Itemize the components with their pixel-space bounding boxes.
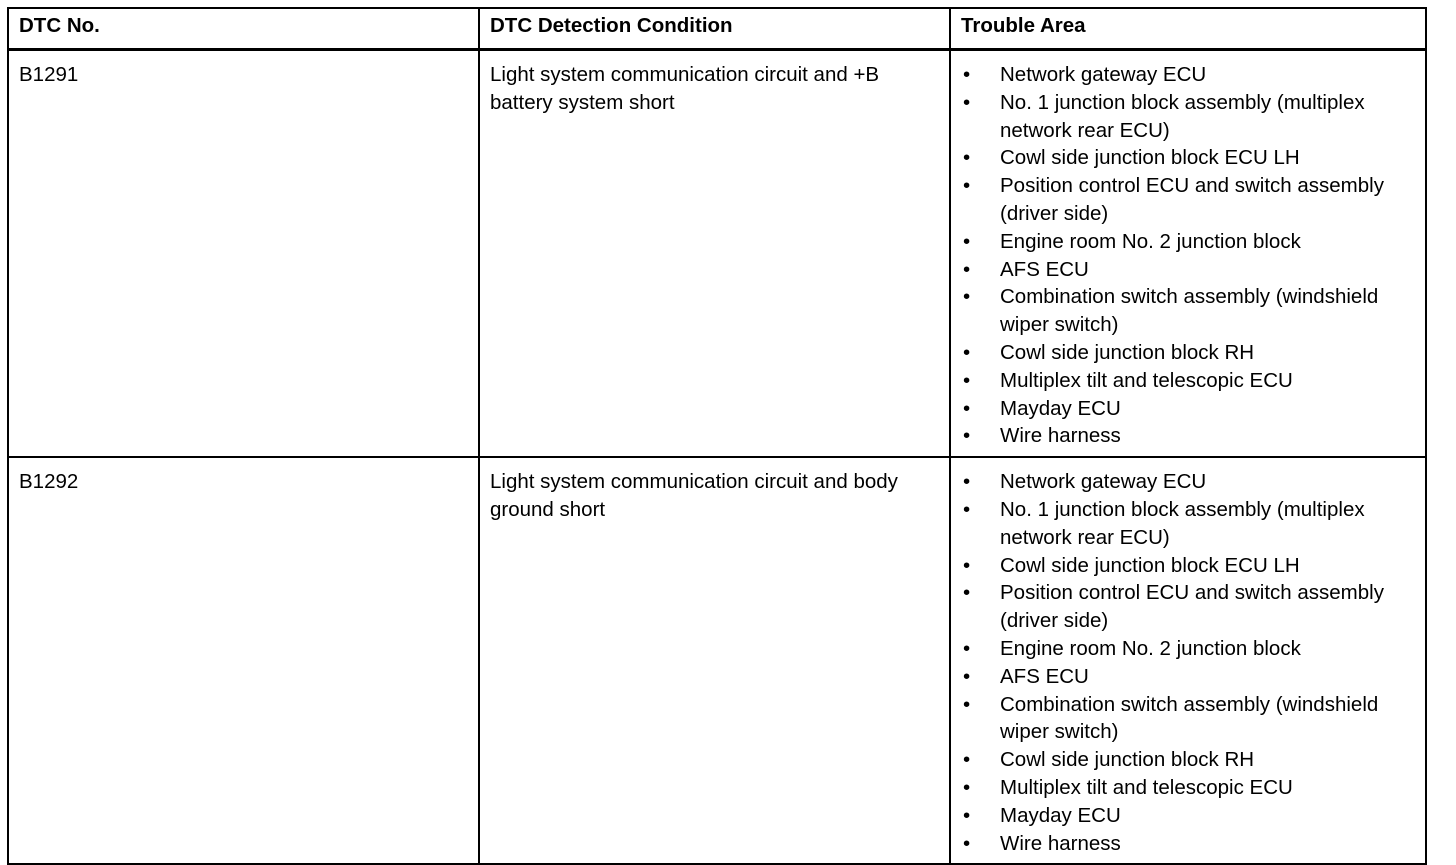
- list-item: [961, 746, 1415, 774]
- trouble-area-item: Combination switch assembly (windshield wiper switch): [1000, 692, 1379, 744]
- list-item: [961, 579, 1415, 635]
- list-item: [961, 89, 1415, 145]
- bullet-icon: •: [963, 257, 971, 281]
- detection-condition: Light system communication circuit and +B battery system short: [479, 50, 950, 458]
- list-item: [961, 339, 1415, 367]
- trouble-area-cell: [950, 457, 1426, 864]
- header-row: [8, 8, 1426, 50]
- dtc-code: B1292: [8, 457, 479, 864]
- table-row: [8, 457, 1426, 864]
- list-item: [961, 663, 1415, 691]
- dtc-table: [7, 7, 1427, 865]
- trouble-area-list: [961, 61, 1415, 450]
- trouble-area-item: Multiplex tilt and telescopic ECU: [1000, 775, 1293, 799]
- list-item: [961, 367, 1415, 395]
- list-item: [961, 496, 1415, 552]
- bullet-icon: •: [963, 636, 971, 660]
- trouble-area-item: Cowl side junction block RH: [1000, 340, 1255, 364]
- list-item: [961, 802, 1415, 830]
- bullet-icon: •: [963, 424, 971, 448]
- bullet-icon: •: [963, 470, 971, 494]
- trouble-area-item: AFS ECU: [1000, 664, 1089, 688]
- bullet-icon: •: [963, 229, 971, 253]
- trouble-area-item: Engine room No. 2 junction block: [1000, 229, 1301, 253]
- bullet-icon: •: [963, 581, 971, 605]
- dtc-code: B1291: [8, 50, 479, 458]
- header-dtc-no: DTC No.: [8, 8, 479, 50]
- list-item: [961, 691, 1415, 747]
- bullet-icon: •: [963, 748, 971, 772]
- trouble-area-item: No. 1 junction block assembly (multiplex network rear ECU): [1000, 90, 1365, 142]
- table-row: [8, 50, 1426, 458]
- list-item: [961, 395, 1415, 423]
- bullet-icon: •: [963, 174, 971, 198]
- trouble-area-item: Network gateway ECU: [1000, 63, 1207, 86]
- list-item: [961, 172, 1415, 228]
- trouble-area-item: Engine room No. 2 junction block: [1000, 636, 1301, 660]
- bullet-icon: •: [963, 803, 971, 827]
- trouble-area-item: Multiplex tilt and telescopic ECU: [1000, 368, 1293, 392]
- trouble-area-item: Network gateway ECU: [1000, 470, 1207, 494]
- list-item: [961, 830, 1415, 858]
- bullet-icon: •: [963, 553, 971, 577]
- bullet-icon: •: [963, 775, 971, 799]
- trouble-area-item: Cowl side junction block ECU LH: [1000, 553, 1300, 577]
- detection-condition: Light system communication circuit and body ground short: [479, 457, 950, 864]
- bullet-icon: •: [963, 90, 971, 114]
- list-item: [961, 228, 1415, 256]
- list-item: [961, 144, 1415, 172]
- bullet-icon: •: [963, 497, 971, 521]
- bullet-icon: •: [963, 368, 971, 392]
- trouble-area-item: Cowl side junction block RH: [1000, 748, 1255, 772]
- header-trouble-area: Trouble Area: [950, 8, 1426, 50]
- bullet-icon: •: [963, 146, 971, 170]
- list-item: [961, 774, 1415, 802]
- trouble-area-item: AFS ECU: [1000, 257, 1089, 281]
- trouble-area-item: Cowl side junction block ECU LH: [1000, 146, 1300, 170]
- trouble-area-item: Position control ECU and switch assembly (driver side): [1000, 174, 1384, 225]
- bullet-icon: •: [963, 831, 971, 855]
- trouble-area-item: Wire harness: [1000, 831, 1121, 855]
- list-item: [961, 422, 1415, 450]
- bullet-icon: •: [963, 285, 971, 309]
- trouble-area-list: [961, 468, 1415, 857]
- bullet-icon: •: [963, 664, 971, 688]
- list-item: [961, 61, 1415, 89]
- trouble-area-item: Position control ECU and switch assembly (driver side): [1000, 581, 1384, 633]
- bullet-icon: •: [963, 340, 971, 364]
- bullet-icon: •: [963, 396, 971, 420]
- trouble-area-cell: [950, 50, 1426, 458]
- trouble-area-item: Wire harness: [1000, 424, 1121, 448]
- trouble-area-item: Mayday ECU: [1000, 396, 1121, 420]
- bullet-icon: •: [963, 692, 971, 716]
- list-item: [961, 283, 1415, 339]
- list-item: [961, 635, 1415, 663]
- trouble-area-item: Combination switch assembly (windshield wiper switch): [1000, 285, 1379, 337]
- trouble-area-item: Mayday ECU: [1000, 803, 1121, 827]
- list-item: [961, 256, 1415, 284]
- list-item: [961, 552, 1415, 580]
- trouble-area-item: No. 1 junction block assembly (multiplex network rear ECU): [1000, 497, 1365, 549]
- header-detection-condition: DTC Detection Condition: [479, 8, 950, 50]
- bullet-icon: •: [963, 63, 971, 86]
- list-item: [961, 468, 1415, 496]
